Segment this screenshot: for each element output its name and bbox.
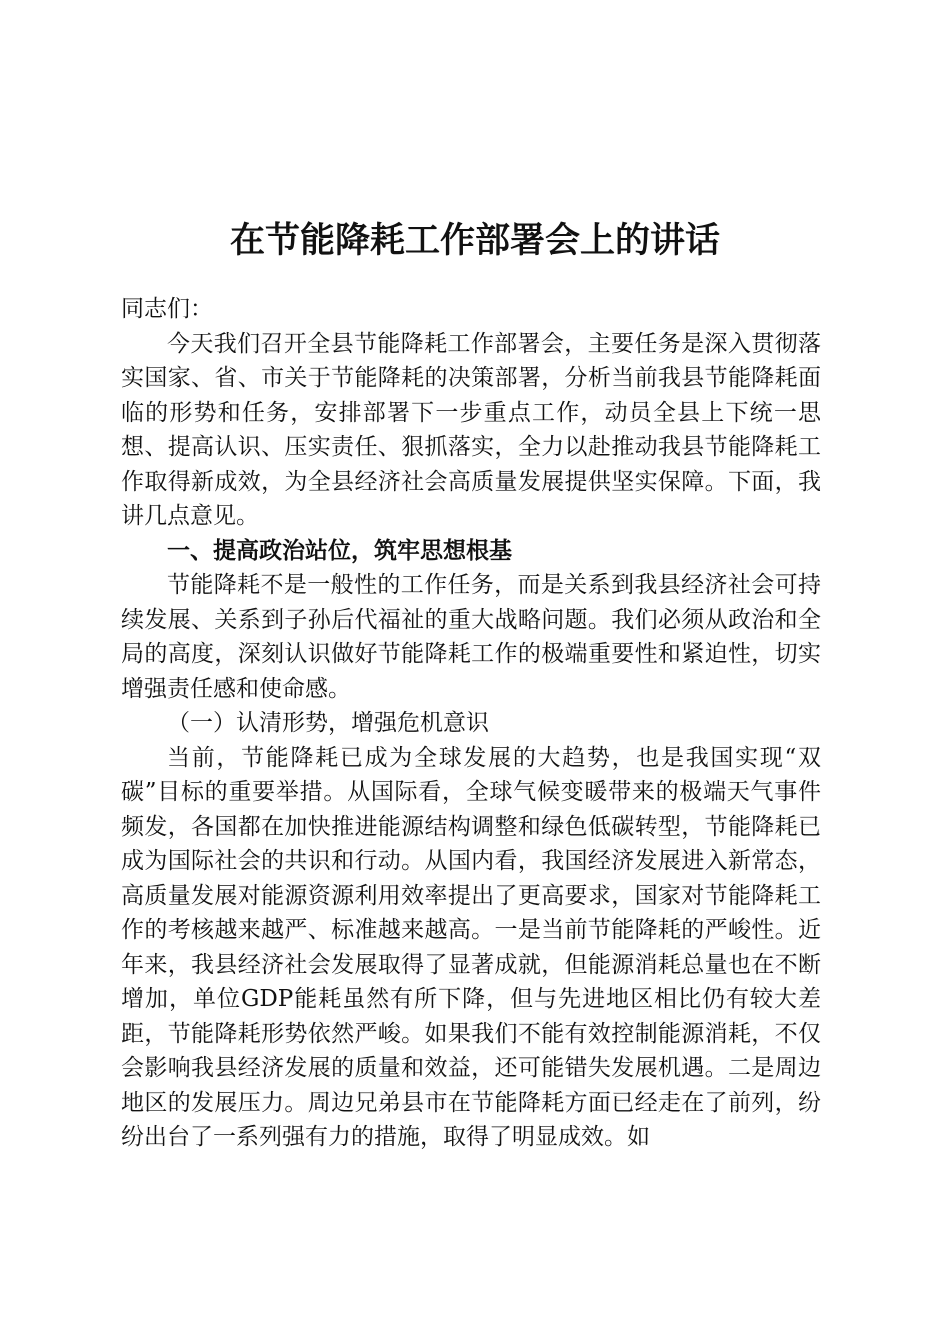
paragraph-subsection-1: 当前，节能降耗已成为全球发展的大趋势，也是我国实现“双碳”目标的重要举措。从国际看，全球气候变暖带来的极端天气事件频发，各国都在加快推进能源结构调整和绿色低碳转型，节能降耗已成为国际社会的共识和行动。从国内看，我国经济发展进入新常态，高质量发展对能源资源利用效率提出了更高要求，国家对节能降耗工作的考核越来越严、标准越来越高。一是当前节能降耗的严峻性。近年来，我县经济社会发展取得了显著成就，但能源消耗总量也在不断增加，单位GDP能耗虽然有所下降，但与先进地区相比仍有较大差距，节能降耗形势依然严峻。如果我们不能有效控制能源消耗，不仅会影响我县经济发展的质量和效益，还可能错失发展机遇。二是周边地区的发展压力。周边兄弟县市在节能降耗方面已经走在了前列，纷纷出台了一系列强有力的措施，取得了明显成效。如	[121, 744, 821, 1150]
subsection-heading-1: （一）认清形势，增强危机意识	[167, 710, 489, 736]
section-heading-1: 一、提高政治站位，筑牢思想根基	[167, 537, 512, 564]
document-title: 在节能降耗工作部署会上的讲话	[229, 220, 720, 262]
salutation: 同志们：	[121, 296, 213, 322]
paragraph-section-1: 节能降耗不是一般性的工作任务，而是关系到我县经济社会可持续发展、关系到子孙后代福祉的重大战略问题。我们必须从政治和全局的高度，深刻认识做好节能降耗工作的极端重要性和紧迫性，切实增强责任感和使命感。	[121, 572, 821, 702]
paragraph-intro: 今天我们召开全县节能降耗工作部署会，主要任务是深入贯彻落实国家、省、市关于节能降耗的决策部署，分析当前我县节能降耗面临的形势和任务，安排部署下一步重点工作，动员全县上下统一思想、提高认识、压实责任、狠抓落实，全力以赴推动我县节能降耗工作取得新成效，为全县经济社会高质量发展提供坚实保障。下面，我讲几点意见。	[121, 330, 821, 529]
document-body	[121, 292, 821, 1155]
